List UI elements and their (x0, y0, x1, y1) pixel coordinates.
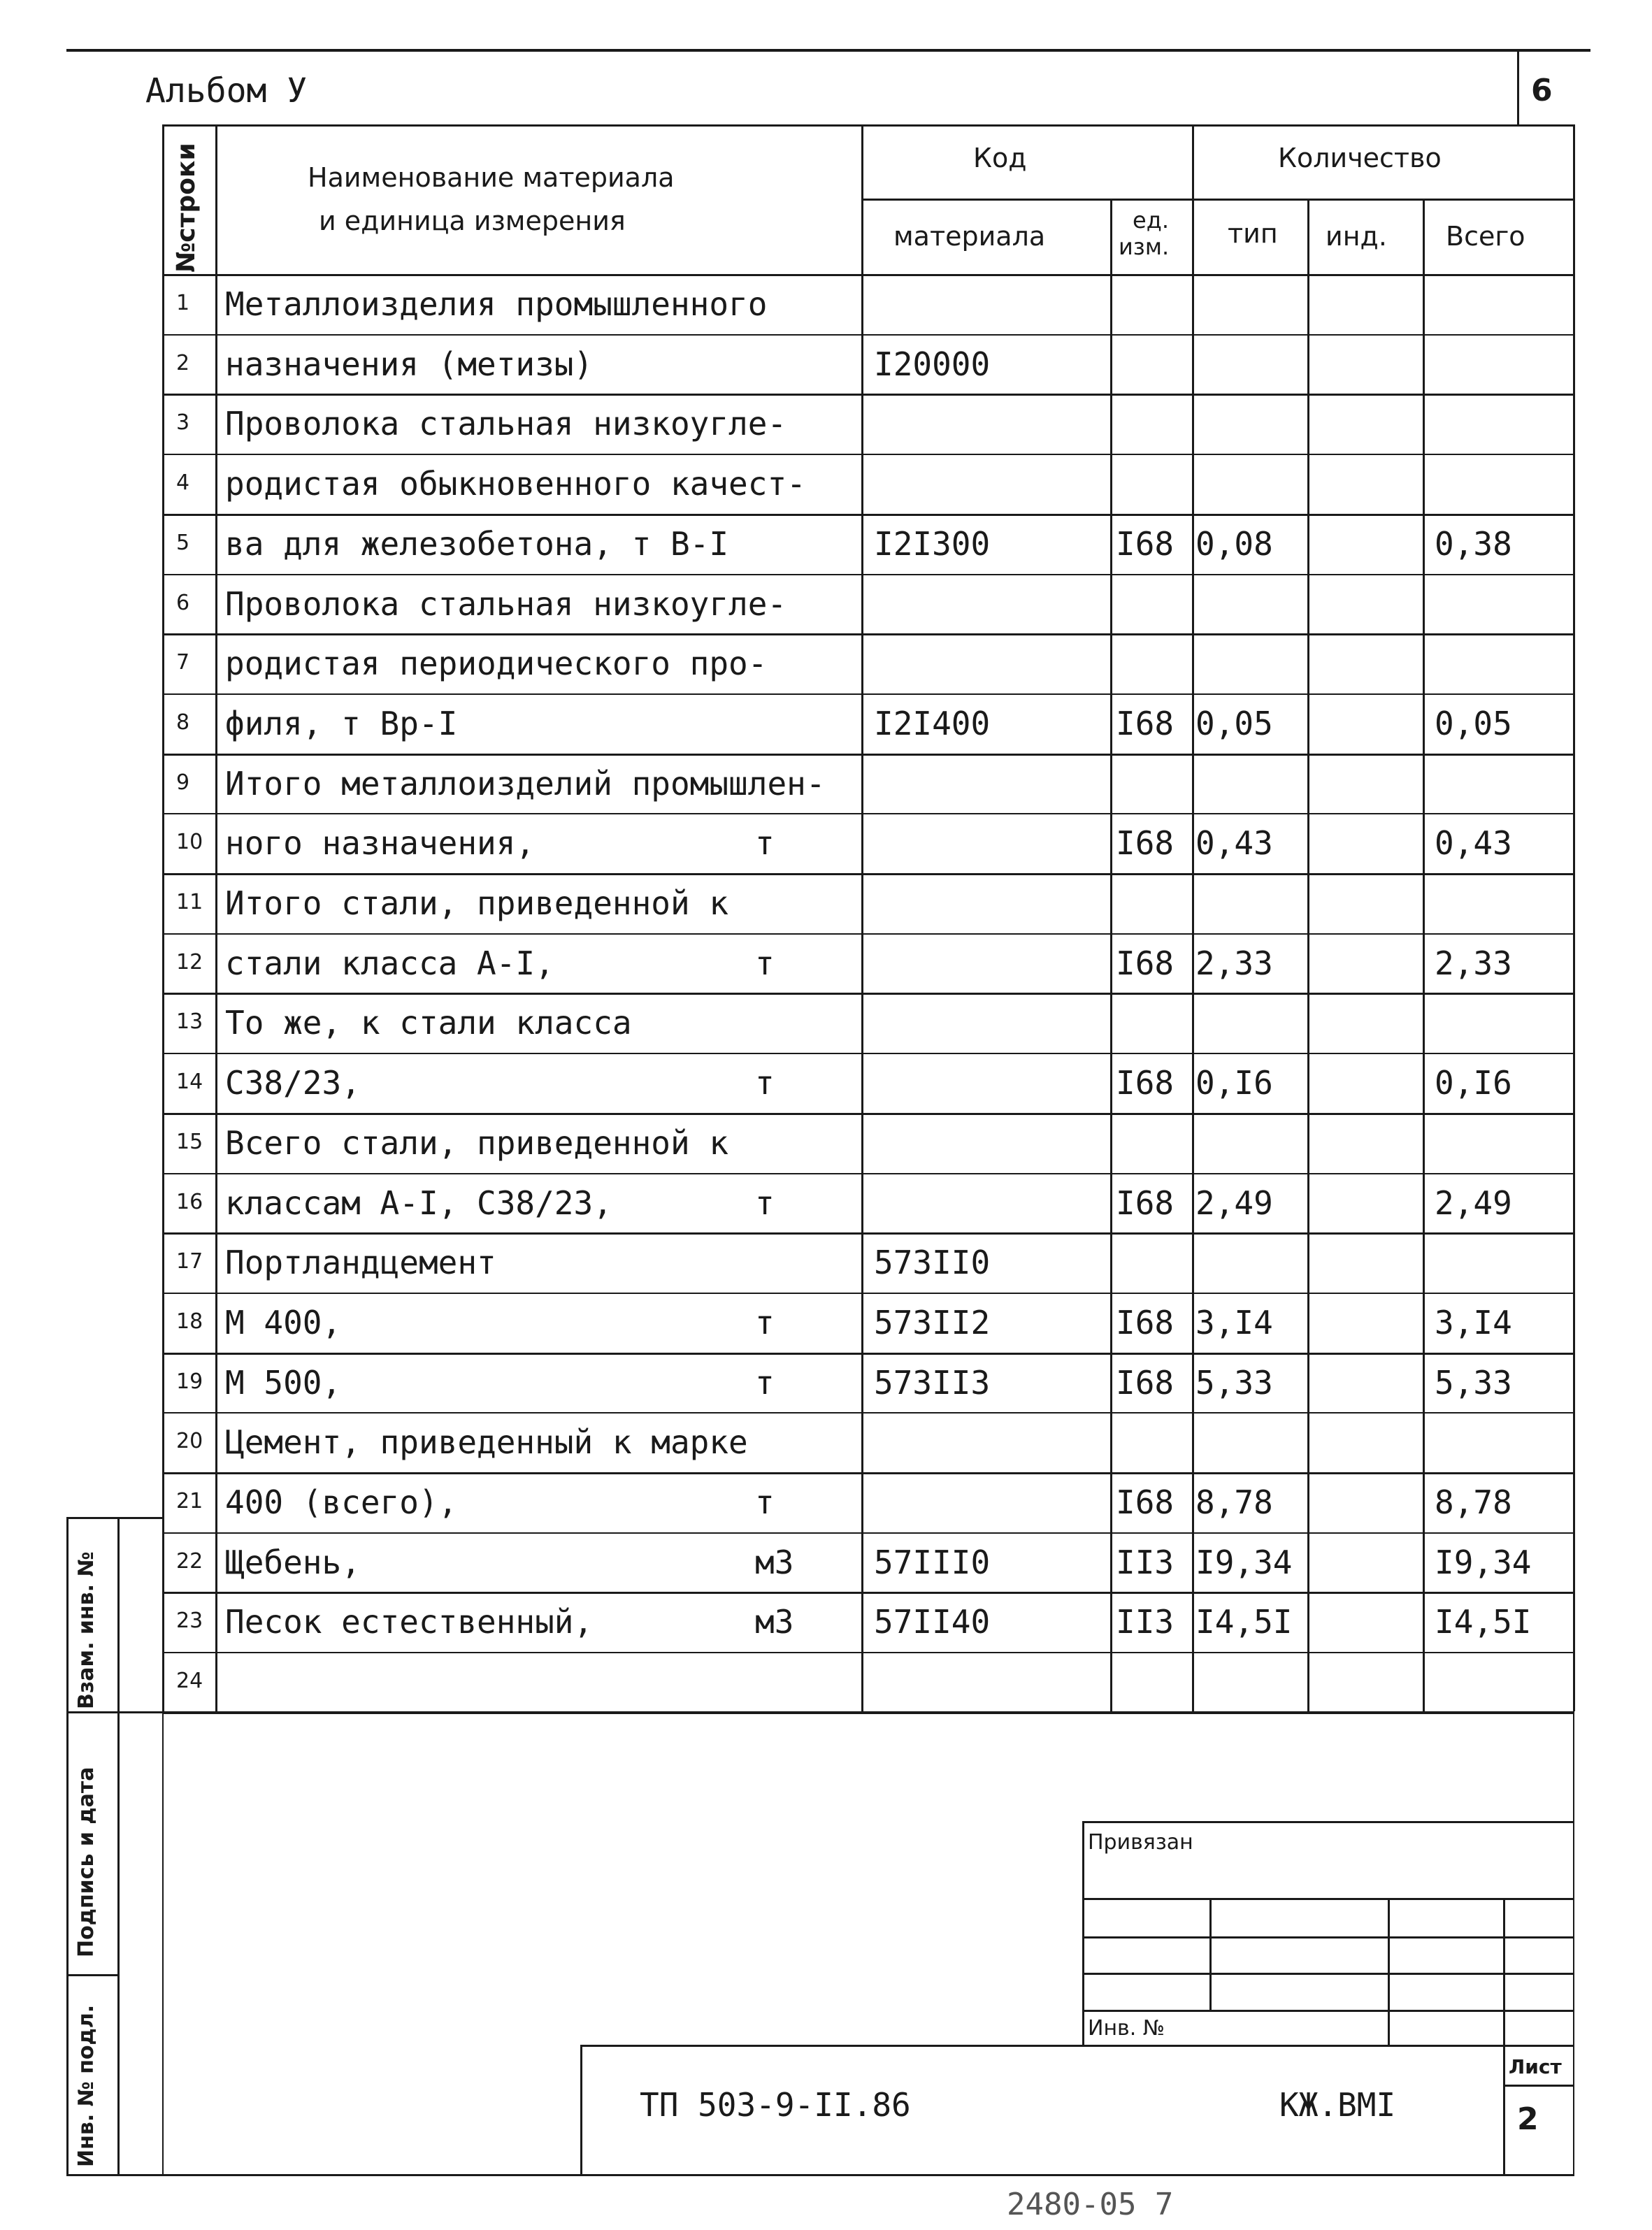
row-qty-total: 0,05 (1435, 705, 1512, 742)
row-qty-total: 0,I6 (1435, 1064, 1512, 1102)
row-material-name: филя, т Вр-I (225, 705, 458, 742)
row-unit: т (755, 1184, 775, 1222)
row-divider (162, 1353, 1573, 1355)
row-number: 17 (176, 1249, 203, 1274)
row-number: 7 (176, 650, 190, 675)
row-material-name: Проволока стальная низкоугле- (225, 405, 787, 443)
row-number: 12 (176, 950, 203, 974)
row-number: 23 (176, 1609, 203, 1633)
row-number: 6 (176, 591, 190, 615)
row-unit: м3 (755, 1603, 794, 1641)
row-material-name: С38/23, (225, 1064, 361, 1102)
row-qty-total: 3,I4 (1435, 1304, 1512, 1341)
row-material-code: I2I300 (874, 525, 991, 563)
row-unit-code: II3 (1116, 1603, 1175, 1641)
row-material-name: родистая обыкновенного качест- (225, 465, 806, 503)
row-unit: т (755, 1483, 775, 1521)
row-qty-typ: 0,I6 (1195, 1064, 1273, 1102)
row-number: 4 (176, 470, 190, 495)
row-number: 14 (176, 1070, 203, 1094)
row-divider (162, 1592, 1573, 1594)
row-material-name: Цемент, приведенный к марке (225, 1423, 748, 1461)
row-unit-code: I68 (1116, 705, 1175, 742)
row-material-code: I2I400 (874, 705, 991, 742)
doc-mark: КЖ.ВМI (1279, 2086, 1396, 2124)
row-qty-total: I4,5I (1435, 1603, 1532, 1641)
row-divider (162, 514, 1573, 516)
row-divider (162, 1173, 1573, 1174)
row-qty-typ: 2,33 (1195, 944, 1273, 982)
row-material-name: М 400, (225, 1304, 342, 1341)
row-divider (162, 813, 1573, 814)
header-row-number: №строки (172, 143, 201, 273)
row-qty-typ: 0,08 (1195, 525, 1273, 563)
row-unit-code: I68 (1116, 944, 1175, 982)
row-qty-typ: 0,43 (1195, 824, 1273, 862)
row-qty-total: 8,78 (1435, 1483, 1512, 1521)
row-unit-code: I68 (1116, 1064, 1175, 1102)
row-number: 1 (176, 291, 190, 315)
row-divider (162, 633, 1573, 635)
row-qty-typ: 5,33 (1195, 1364, 1273, 1402)
sheet-number: 2 (1517, 2101, 1539, 2137)
row-material-code: 573II0 (874, 1244, 991, 1281)
row-number: 10 (176, 830, 203, 854)
doc-code: ТП 503-9-II.86 (640, 2086, 911, 2124)
row-material-code: I20000 (874, 345, 991, 383)
row-number: 9 (176, 770, 190, 795)
row-number: 5 (176, 531, 190, 555)
album-title: Альбом У (145, 71, 308, 110)
row-material-code: 573II3 (874, 1364, 991, 1402)
row-unit-code: II3 (1116, 1544, 1175, 1581)
row-number: 15 (176, 1130, 203, 1154)
row-material-name: Итого стали, приведенной к (225, 884, 729, 922)
row-divider (162, 754, 1573, 756)
row-number: 22 (176, 1549, 203, 1574)
row-unit: м3 (755, 1544, 794, 1581)
row-divider (162, 1113, 1573, 1115)
row-unit: т (755, 824, 775, 862)
header-name-line2: и единица измерения (319, 206, 626, 236)
row-number: 13 (176, 1009, 203, 1034)
row-material-name: Песок естественный, (225, 1603, 594, 1641)
row-number: 19 (176, 1369, 203, 1394)
row-divider (162, 1472, 1573, 1474)
row-material-name: Проволока стальная низкоугле- (225, 585, 787, 623)
row-number: 21 (176, 1489, 203, 1513)
row-unit-code: I68 (1116, 1364, 1175, 1402)
row-qty-total: 5,33 (1435, 1364, 1512, 1402)
header-typ: тип (1228, 218, 1278, 249)
header-name-line1: Наименование материала (308, 162, 675, 193)
row-divider (162, 394, 1573, 396)
row-qty-typ: 0,05 (1195, 705, 1273, 742)
row-material-name: То же, к стали класса (225, 1004, 632, 1042)
row-divider (162, 574, 1573, 575)
row-divider (162, 1053, 1573, 1054)
row-divider (162, 993, 1573, 995)
row-qty-typ: 3,I4 (1195, 1304, 1273, 1341)
row-qty-total: I9,34 (1435, 1544, 1532, 1581)
row-unit-code: I68 (1116, 1304, 1175, 1341)
footer-number: 2480-05 7 (1007, 2187, 1174, 2222)
row-material-name: Щебень, (225, 1544, 361, 1581)
row-divider (162, 1293, 1573, 1294)
row-material-name: Металлоизделия промышленного (225, 285, 768, 323)
row-unit: т (755, 1064, 775, 1102)
row-material-name: Итого металлоизделий промышлен- (225, 765, 826, 803)
row-material-name: стали класса А-I, (225, 944, 554, 982)
row-number: 11 (176, 890, 203, 914)
row-material-name: ного назначения, (225, 824, 536, 862)
row-divider (162, 334, 1573, 336)
header-unit-line1: ед. (1133, 207, 1169, 233)
row-divider (162, 454, 1573, 455)
row-material-code: 573II2 (874, 1304, 991, 1341)
row-material-name: классам А-I, С38/23, (225, 1184, 612, 1222)
row-unit-code: I68 (1116, 1483, 1175, 1521)
row-number: 24 (176, 1669, 203, 1693)
row-qty-typ: 2,49 (1195, 1184, 1273, 1222)
row-divider (162, 1652, 1573, 1653)
label-signature-date: Подпись и дата (74, 1767, 99, 1957)
row-unit-code: I68 (1116, 525, 1175, 563)
row-unit: т (755, 944, 775, 982)
row-divider (162, 933, 1573, 935)
row-material-code: 57II40 (874, 1603, 991, 1641)
header-code: материала (893, 221, 1046, 252)
row-divider (162, 1532, 1573, 1534)
label-vzam-inv: Взам. инв. № (74, 1551, 99, 1709)
row-unit: т (755, 1364, 775, 1402)
row-number: 8 (176, 710, 190, 735)
row-divider (162, 1412, 1573, 1413)
row-unit-code: I68 (1116, 1184, 1175, 1222)
row-number: 3 (176, 410, 190, 435)
row-unit-code: I68 (1116, 824, 1175, 862)
row-material-code: 57III0 (874, 1544, 991, 1581)
row-number: 18 (176, 1309, 203, 1334)
page-number: 6 (1531, 73, 1553, 108)
row-number: 2 (176, 351, 190, 375)
header-code-group: Код (973, 143, 1027, 173)
row-unit: т (755, 1304, 775, 1341)
row-qty-total: 2,33 (1435, 944, 1512, 982)
row-material-name: 400 (всего), (225, 1483, 458, 1521)
row-number: 16 (176, 1190, 203, 1214)
row-divider (162, 693, 1573, 695)
header-unit-line2: изм. (1119, 233, 1170, 260)
row-material-name: М 500, (225, 1364, 342, 1402)
row-qty-typ: 8,78 (1195, 1483, 1273, 1521)
header-ind: инд. (1326, 221, 1387, 252)
row-qty-total: 2,49 (1435, 1184, 1512, 1222)
row-qty-typ: I4,5I (1195, 1603, 1293, 1641)
row-number: 20 (176, 1429, 203, 1453)
stamp-privyazan: Привязан (1088, 1830, 1193, 1855)
row-material-name: родистая периодического про- (225, 645, 768, 682)
row-material-name: Портландцемент (225, 1244, 496, 1281)
stamp-inv-no: Инв. № (1088, 2016, 1165, 2041)
row-qty-typ: I9,34 (1195, 1544, 1293, 1581)
row-divider (162, 1232, 1573, 1235)
row-qty-total: 0,38 (1435, 525, 1512, 563)
row-material-name: Всего стали, приведенной к (225, 1124, 729, 1162)
row-material-name: назначения (метизы) (225, 345, 594, 383)
row-material-name: ва для железобетона, т В-I (225, 525, 729, 563)
sheet-label: Лист (1509, 2055, 1562, 2078)
label-inv-podl: Инв. № подл. (74, 2004, 99, 2167)
header-total: Всего (1446, 221, 1525, 252)
row-divider (162, 873, 1573, 875)
row-qty-total: 0,43 (1435, 824, 1512, 862)
header-qty-group: Количество (1278, 143, 1442, 173)
